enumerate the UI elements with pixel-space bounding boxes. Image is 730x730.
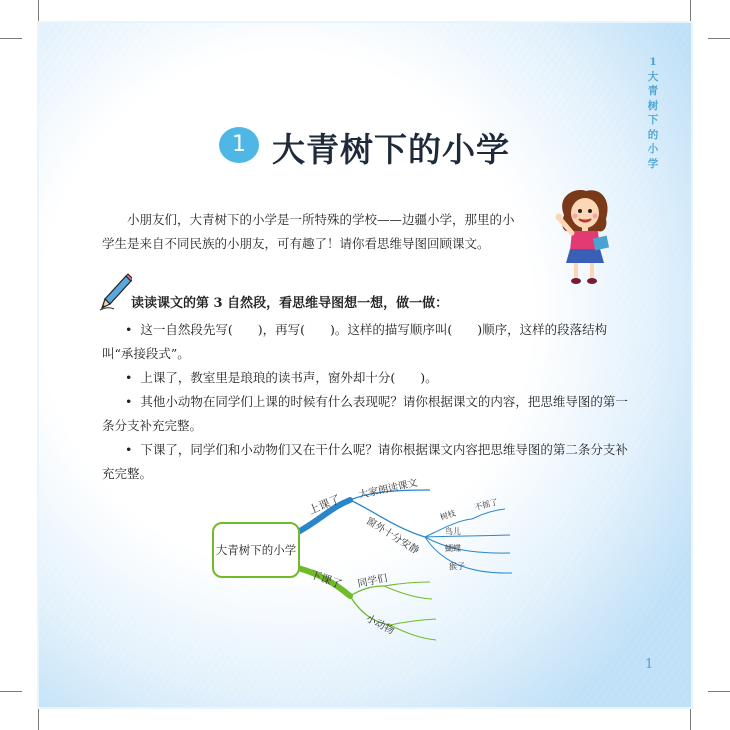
task-item-text: 上课了，教室里是琅琅的读书声，窗外却十分( )。 — [140, 370, 438, 385]
bullet-marker: • — [125, 394, 133, 409]
page-number: 1 — [645, 657, 654, 672]
mindmap-sub-label: 大家朗读课文 — [357, 477, 419, 501]
mindmap-sub-label: 同学们 — [356, 573, 389, 590]
lesson-number-badge: 1 — [219, 127, 259, 163]
page-title: 大青树下的小学 — [272, 130, 510, 169]
pencil-icon — [98, 272, 132, 312]
task-item — [102, 318, 637, 366]
side-title: 1大青树下的小学 — [647, 56, 659, 170]
girl-illustration — [550, 185, 620, 290]
task-item-text: 这一自然段先写( )，再写( )。这样的描写顺序叫( )顺序，这样的段落结构叫“承接段式”。 — [102, 322, 608, 361]
mindmap-sub-label: 小动物 — [364, 613, 396, 638]
mindmap-sub-label: 窗外十分安静 — [364, 515, 421, 557]
bullet-marker: • — [125, 442, 133, 457]
task-item — [102, 390, 637, 438]
intro-paragraph: 小朋友们，大青树下的小学是一所特殊的学校——边疆小学，那里的小学生是来自不同民族的小朋友，可有趣了！请你看思维导图回顾课文。 — [102, 212, 515, 251]
task-item-text: 下课了，同学们和小动物们又在干什么呢？请你根据课文内容把思维导图的第二条分支补充完整。 — [102, 442, 628, 481]
task-item — [102, 366, 637, 390]
mindmap-leaf-label: 鸟儿 — [445, 527, 461, 536]
mindmap-leaf-label: 蝴蝶 — [445, 544, 461, 553]
mindmap-root: 大青树下的小学 — [212, 522, 300, 578]
mindmap-leaf-label: 猴子 — [449, 562, 465, 571]
bullet-marker: • — [125, 322, 133, 337]
task-heading: 读读课文的第 3 自然段，看思维导图想一想，做一做： — [131, 296, 449, 311]
mindmap-branch-label: 下课了 — [308, 567, 344, 592]
mindmap-leaf-label: 不摇了 — [473, 497, 500, 513]
mindmap-leaf-label: 树枝 — [438, 508, 457, 523]
mindmap-branch-label: 上课了 — [306, 492, 343, 518]
task-item-text: 其他小动物在同学们上课的时候有什么表现呢？请你根据课文的内容，把思维导图的第一条分支补充完整。 — [102, 394, 628, 433]
bullet-marker: • — [125, 370, 133, 385]
